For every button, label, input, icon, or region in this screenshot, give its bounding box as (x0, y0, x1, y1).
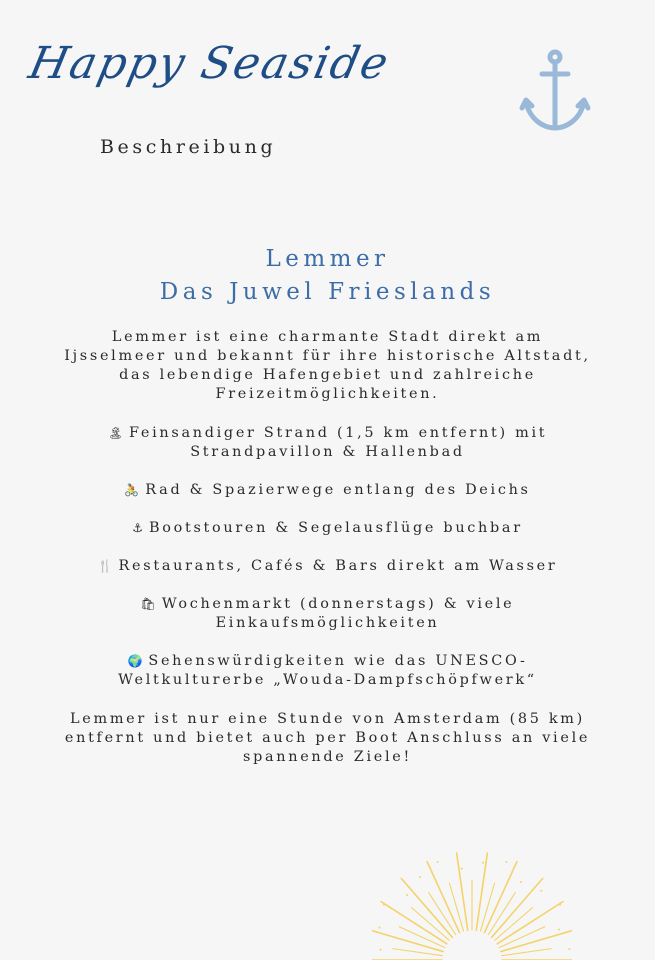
feature-item-cycling (60, 481, 595, 500)
page-subtitle: Beschreibung (100, 136, 277, 158)
cyclist-icon: 🚴 (124, 483, 140, 497)
fork-knife-icon: 🍴 (97, 559, 113, 573)
anchor-small-icon: ⚓ (132, 521, 143, 535)
heading-line-1: Lemmer (265, 246, 390, 272)
feature-text-beach: Feinsandiger Strand (1,5 km entfernt) mit Strandpavillon & Hallenbad (128, 425, 548, 460)
feature-text-cycling: Rad & Spazierwege entlang des Deichs (145, 482, 531, 498)
anchor-icon (518, 48, 592, 134)
feature-item-sights (60, 652, 595, 690)
closing-paragraph: Lemmer ist nur eine Stunde von Amsterdam (85 km) entfernt und bietet auch per Boot Anschluss an viele spannende Ziele! (64, 711, 591, 765)
feature-text-restaurants: Restaurants, Cafés & Bars direkt am Wasser (118, 558, 558, 574)
feature-text-sights: Sehenswürdigkeiten wie das UNESCO-Weltkulturerbe „Wouda-Dampfschöpfwerk“ (118, 653, 537, 688)
feature-item-boats (60, 519, 595, 538)
globe-icon: 🌍 (127, 654, 143, 668)
intro-paragraph: Lemmer ist eine charmante Stadt direkt am Ijsselmeer und bekannt für ihre historische Altstadt, das lebendige Hafengebiet und zahlreiche Freizeitmöglichkeiten. (64, 329, 591, 402)
feature-text-market: Wochenmarkt (donnerstags) & viele Einkaufsmöglichkeiten (161, 596, 515, 631)
beach-umbrella-icon: 🏝 (107, 426, 123, 440)
feature-item-market (60, 595, 595, 633)
sun-icon (372, 845, 572, 960)
feature-item-beach (60, 424, 595, 462)
feature-item-restaurants (60, 557, 595, 576)
heading-line-2: Das Juwel Frieslands (159, 279, 496, 305)
feature-text-boats: Bootstouren & Segelausflüge buchbar (148, 520, 523, 536)
shopping-bags-icon: 🛍 (140, 597, 156, 611)
brand-title: Happy Seaside (24, 38, 395, 89)
